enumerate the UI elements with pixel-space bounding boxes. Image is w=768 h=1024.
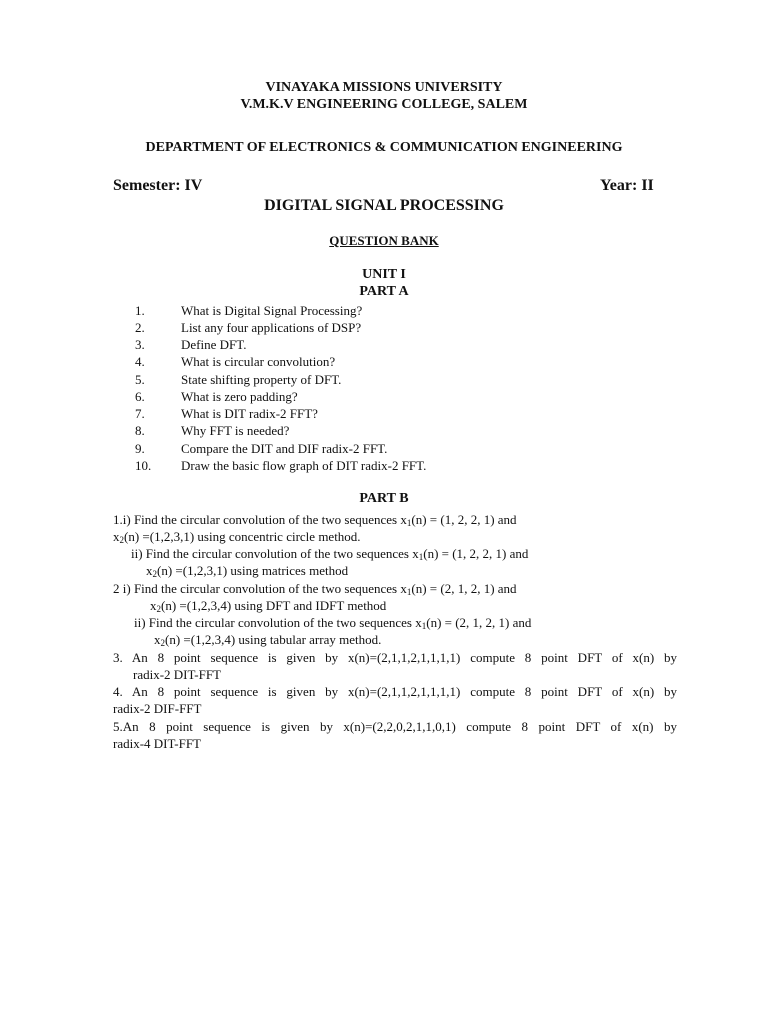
item-text: Draw the basic flow graph of DIT radix-2 FFT. — [181, 458, 427, 473]
item-text: Compare the DIT and DIF radix-2 FFT. — [181, 441, 388, 456]
item-text: Why FFT is needed? — [181, 423, 290, 438]
list-item — [0, 303, 768, 320]
item-number: 7. — [135, 406, 145, 421]
item-text: List any four applications of DSP? — [181, 320, 362, 335]
item-number: 1. — [135, 303, 145, 318]
subject-title: DIGITAL SIGNAL PROCESSING — [264, 197, 504, 214]
item-number: 2. — [135, 320, 145, 335]
college-name: V.M.K.V ENGINEERING COLLEGE, SALEM — [240, 97, 528, 112]
item-number: 5. — [135, 372, 145, 387]
item-number: 3. — [135, 337, 145, 352]
item-text: Define DFT. — [181, 337, 247, 352]
item-text: State shifting property of DFT. — [181, 372, 342, 387]
question-5-line1: 5.An 8 point sequence is given by x(n)=(2,2,0,2,1,1,0,1) compute 8 point DFT of x(n) by — [113, 719, 677, 734]
part-b-heading: PART B — [359, 491, 409, 506]
list-item — [0, 406, 768, 423]
university-name: VINAYAKA MISSIONS UNIVERSITY — [265, 80, 503, 95]
question-1ii-line1: ii) Find the circular convolution of the two sequences $x_1(n) = (1$, 2, 2, 1) and — [131, 546, 529, 562]
question-4-line1: 4. An 8 point sequence is given by x(n)=(2,1,1,2,1,1,1,1) compute 8 point DFT of x(n) by — [113, 684, 677, 699]
item-number: 8. — [135, 423, 145, 438]
list-item — [0, 458, 768, 475]
part-a-heading: PART A — [359, 284, 409, 299]
list-item — [0, 320, 768, 337]
question-2ii-line1: ii) Find the circular convolution of the two sequences $x_1(n) = (2$, 1, 2, 1) and — [134, 615, 532, 631]
question-1i-line2: $x_2(n) =(1,2,3,1)$ using concentric circle method. — [113, 529, 361, 545]
question-1i-line1: 1.i) Find the circular convolution of the two sequences $x_1(n) = (1$, 2, 2, 1) and — [113, 512, 517, 528]
unit-heading: UNIT I — [362, 267, 406, 282]
question-bank-heading: QUESTION BANK — [329, 233, 439, 248]
question-2ii-line2: $x_2(n) =(1,2,3,4)$ using tabular array method. — [154, 632, 382, 648]
list-item — [0, 441, 768, 458]
item-number: 9. — [135, 441, 145, 456]
list-item — [0, 354, 768, 371]
question-3-line2: radix-2 DIT-FFT — [133, 667, 221, 682]
item-text: What is Digital Signal Processing? — [181, 303, 363, 318]
item-text: What is zero padding? — [181, 389, 298, 404]
item-number: 10. — [135, 458, 152, 473]
question-5-line2: radix-4 DIT-FFT — [113, 736, 201, 751]
list-item — [0, 372, 768, 389]
item-text: What is DIT radix-2 FFT? — [181, 406, 318, 421]
question-1ii-line2: $x_2(n) =(1,2,3,1)$ using matrices method — [146, 563, 349, 579]
year-label: Year: II — [600, 177, 654, 194]
department-name: DEPARTMENT OF ELECTRONICS & COMMUNICATION ENGINEERING — [145, 140, 623, 155]
semester-label: Semester: IV — [113, 177, 203, 194]
item-number: 4. — [135, 354, 145, 369]
list-item — [0, 337, 768, 354]
item-text: What is circular convolution? — [181, 354, 336, 369]
list-item — [0, 389, 768, 406]
question-2i-line2: $x_2(n) =(1,2,3,4)$ using DFT and IDFT method — [150, 598, 387, 614]
list-item — [0, 423, 768, 440]
question-2i-line1: 2 i) Find the circular convolution of the two sequences $x_1(n) = (2$, 1, 2, 1) and — [113, 581, 517, 597]
question-4-line2: radix-2 DIF-FFT — [113, 701, 202, 716]
question-3-line1: 3. An 8 point sequence is given by x(n)=(2,1,1,2,1,1,1,1) compute 8 point DFT of x(n) by — [113, 650, 677, 665]
item-number: 6. — [135, 389, 145, 404]
